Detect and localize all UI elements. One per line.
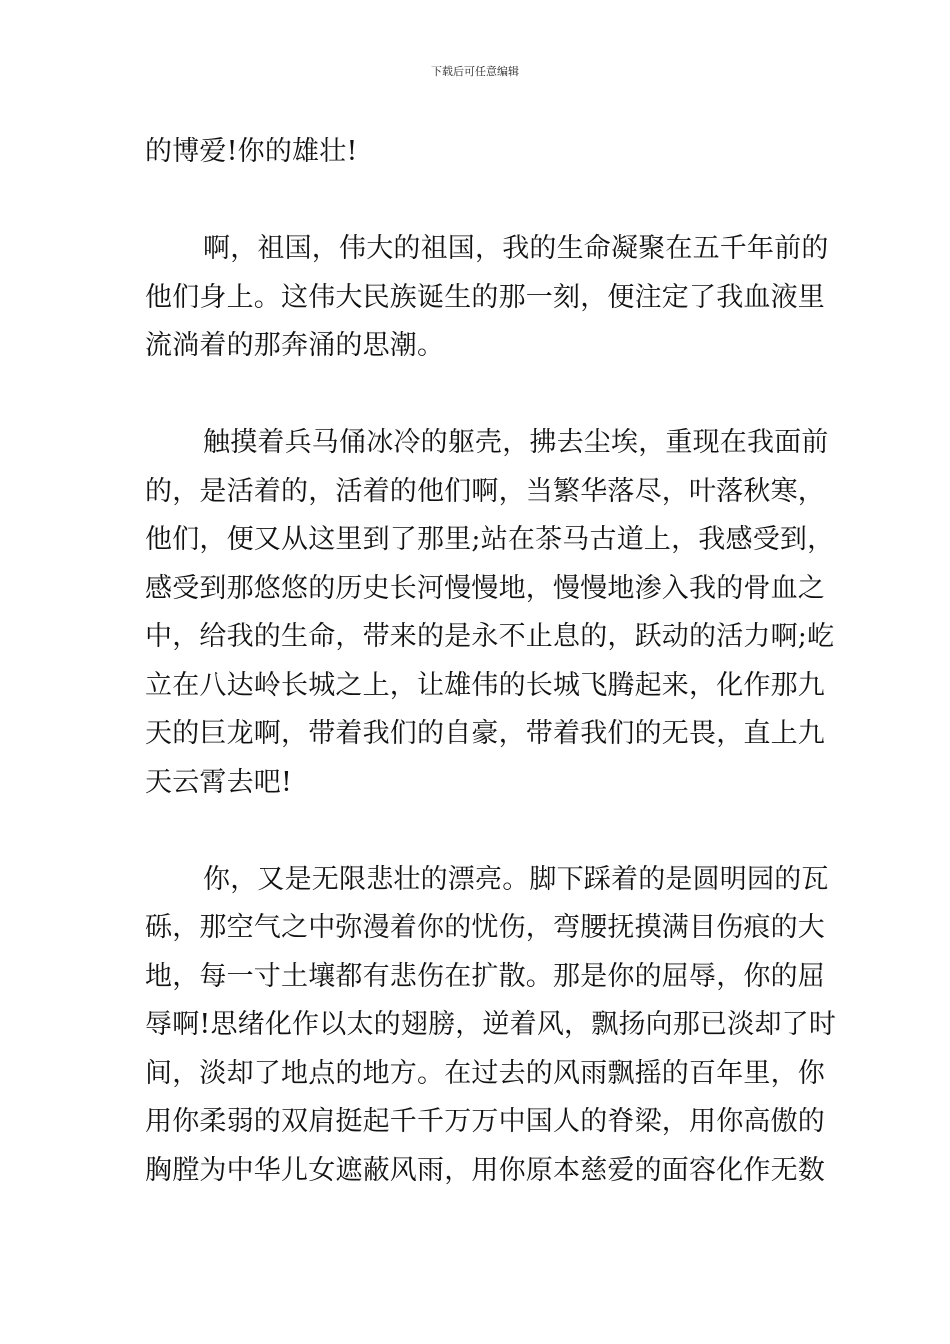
text-line: 间，淡却了地点的地方。在过去的风雨飘摇的百年里，你 xyxy=(145,1057,825,1089)
paragraph-gap xyxy=(145,807,810,856)
text-line: 辱啊!思绪化作以太的翅膀，逆着风，飘扬向那已淡却了时 xyxy=(145,1009,837,1040)
text-line: 流淌着的那奔涌的思潮。 xyxy=(145,330,445,361)
text-line: 你，又是无限悲壮的漂亮。脚下踩着的是圆明园的瓦 xyxy=(203,863,829,895)
text-line: 的博爱!你的雄壮! xyxy=(145,136,358,167)
text-line: 砾，那空气之中弥漫着你的忧伤，弯腰抚摸满目伤痕的大 xyxy=(145,912,825,943)
text-line: 胸膛为中华儿女遮蔽风雨，用你原本慈爱的面容化作无数 xyxy=(145,1154,825,1186)
text-line: 感受到那悠悠的历史长河慢慢地，慢慢地渗入我的骨血之 xyxy=(145,572,825,604)
text-line: 中，给我的生命，带来的是永不止息的，跃动的活力啊;屹 xyxy=(145,621,835,652)
text-line: 他们身上。这伟大民族诞生的那一刻，便注定了我血液里 xyxy=(145,281,825,313)
text-line: 用你柔弱的双肩挺起千千万万中国人的脊梁，用你高傲的 xyxy=(145,1106,825,1137)
text-line: 触摸着兵马俑冰冷的躯壳，拂去尘埃，重现在我面前 xyxy=(203,427,829,458)
paragraph-gap xyxy=(145,371,810,420)
text-line: 天的巨龙啊，带着我们的自豪，带着我们的无畏，直上九 xyxy=(145,718,825,749)
text-line: 的，是活着的，活着的他们啊，当繁华落尽，叶落秋寒， xyxy=(145,475,825,507)
text-line: 他们，便又从这里到了那里;站在茶马古道上，我感受到， xyxy=(145,524,835,555)
paragraph-gap xyxy=(145,177,810,226)
text-line: 啊，祖国，伟大的祖国，我的生命凝聚在五千年前的 xyxy=(203,233,829,264)
text-line: 天云霄去吧! xyxy=(145,766,293,798)
document-body xyxy=(145,128,837,1195)
text-line: 地，每一寸土壤都有悲伤在扩散。那是你的屈辱，你的屈 xyxy=(145,960,825,992)
text-line: 立在八达岭长城之上，让雄伟的长城飞腾起来，化作那九 xyxy=(145,669,825,701)
page-header: 下载后可任意编辑 xyxy=(431,65,519,78)
